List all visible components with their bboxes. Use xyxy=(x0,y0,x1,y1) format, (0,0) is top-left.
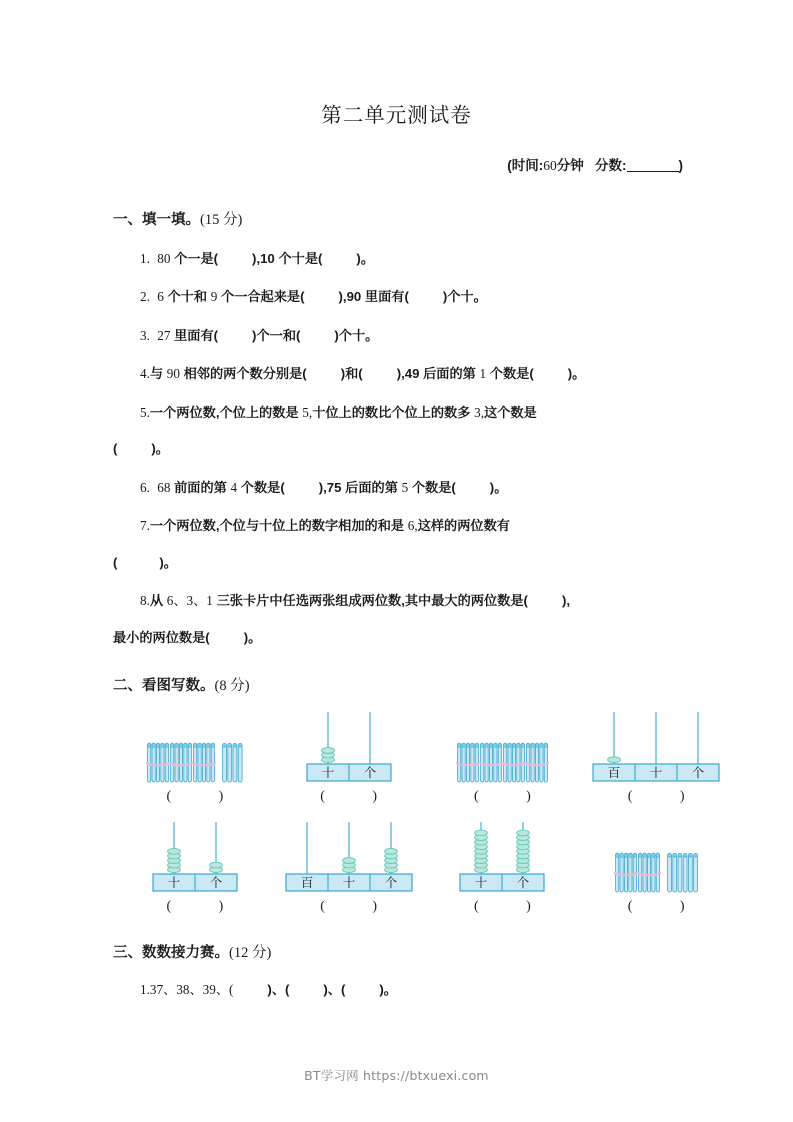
q1-1-a: 80 xyxy=(157,251,171,266)
q1-6-a: 68 xyxy=(157,479,171,495)
q1-6-g: 5 xyxy=(401,479,409,495)
q3-1-c: )、( xyxy=(323,981,346,997)
svg-text:百: 百 xyxy=(607,766,621,781)
figure-answer-blank[interactable]: ( ) xyxy=(627,898,707,914)
figure-answer-blank[interactable]: ( ) xyxy=(627,788,707,804)
q1-7-a: 一个两位数,个位与十位上的数字相加的和是 xyxy=(149,518,405,534)
abacus-figure xyxy=(304,709,394,786)
q1-2-number: 2. xyxy=(140,289,150,305)
q1-1-b: 个一是( xyxy=(174,251,219,266)
q1-7-b: 6, xyxy=(407,518,418,534)
figure-answer-blank[interactable]: ( ) xyxy=(473,898,553,914)
q1-6-i: )。 xyxy=(489,479,508,495)
q1-4-h: 个数是( xyxy=(489,366,534,382)
meta-time-unit: 分钟 xyxy=(556,158,584,173)
question-1-6 xyxy=(0,478,793,498)
q3-1-d: )。 xyxy=(379,981,397,997)
section-heading-3 xyxy=(0,941,793,962)
question-1-8-cont xyxy=(0,628,793,648)
q1-5-a: 一个两位数,个位上的数是 xyxy=(149,404,299,420)
figure-answer-blank[interactable]: ( ) xyxy=(473,788,553,804)
q1-1-number: 1. xyxy=(140,251,150,266)
question-1-5 xyxy=(0,403,793,423)
figure-answer-blank[interactable]: ( ) xyxy=(320,898,400,914)
meta-time-prefix: (时间: xyxy=(507,158,544,173)
q1-5-b: 5, xyxy=(302,404,313,420)
q1-3-number: 3. xyxy=(140,327,150,343)
section-2-title: 二、看图写数。 xyxy=(113,677,215,694)
q1-6-d: 个数是( xyxy=(240,479,285,495)
svg-text:个: 个 xyxy=(363,766,376,781)
question-1-8 xyxy=(0,591,793,611)
q1-4-d: )和( xyxy=(340,366,363,382)
sticks-bundle-figure xyxy=(455,740,550,786)
q1-3-d: )个十。 xyxy=(334,327,379,343)
section-1-title: 一、填一填。 xyxy=(113,212,200,228)
q3-1-a: 37、38、39、( xyxy=(149,981,234,997)
section-3-title: 三、数数接力赛。 xyxy=(113,944,229,961)
figure-answer-blank[interactable]: ( ) xyxy=(166,898,246,914)
svg-text:个: 个 xyxy=(517,876,530,891)
figure-row-2 xyxy=(0,819,793,915)
q1-2-e: ),90 xyxy=(338,289,362,305)
q1-6-e: ),75 xyxy=(318,479,342,495)
q1-7-number: 7. xyxy=(140,518,150,534)
question-1-1 xyxy=(0,249,793,269)
svg-text:百: 百 xyxy=(300,876,313,891)
svg-text:个: 个 xyxy=(209,876,223,891)
q1-4-e: ),49 xyxy=(396,366,420,382)
question-1-5-cont xyxy=(0,439,793,459)
figure-cell xyxy=(426,709,580,805)
svg-text:十: 十 xyxy=(167,876,181,891)
q1-2-f: 里面有( xyxy=(364,289,409,305)
abacus-figure xyxy=(457,819,547,896)
question-1-2 xyxy=(0,287,793,307)
q1-4-a: 与 xyxy=(149,366,164,382)
question-1-7 xyxy=(0,516,793,536)
figure-cell xyxy=(272,819,426,915)
question-1-4 xyxy=(0,364,793,384)
q1-5-number: 5. xyxy=(140,404,150,420)
q1-8-cont-open: 最小的两位数是( xyxy=(113,629,210,645)
abacus-figure xyxy=(150,819,240,896)
q1-8-cont-close: )。 xyxy=(243,629,262,645)
abacus-figure xyxy=(590,709,722,786)
figure-cell xyxy=(272,709,426,805)
q1-4-b: 90 xyxy=(166,366,180,382)
q1-3-c: )个一和( xyxy=(252,327,301,343)
q1-6-c: 4 xyxy=(230,479,238,495)
svg-text:十: 十 xyxy=(321,766,334,781)
q1-2-d: 个一合起来是( xyxy=(220,289,305,305)
q1-4-i: )。 xyxy=(567,366,586,382)
site-watermark xyxy=(0,1066,793,1084)
exam-meta xyxy=(0,154,793,174)
watermark-text: BT学习网 https://btxuexi.com xyxy=(304,1068,489,1083)
q1-2-b: 个十和 xyxy=(167,289,208,305)
figure-answer-blank[interactable]: ( ) xyxy=(166,788,246,804)
q1-1-d: 个十是( xyxy=(278,251,323,266)
page-title: 第二单元测试卷 xyxy=(321,105,472,127)
q1-5-d: 3, xyxy=(474,404,484,420)
q1-6-number: 6. xyxy=(140,479,150,495)
figure-row-1 xyxy=(0,709,793,805)
q1-3-b: 里面有( xyxy=(174,327,219,343)
meta-time-value: 60 xyxy=(543,158,557,173)
q1-5-cont-close: )。 xyxy=(151,441,169,457)
figure-cell xyxy=(579,819,733,915)
section-heading-2 xyxy=(0,674,793,695)
q3-1-b: )、( xyxy=(267,981,290,997)
sticks-bundle-figure xyxy=(613,850,699,896)
q1-4-f: 后面的第 xyxy=(423,366,476,382)
section-2-points: (8 分) xyxy=(214,677,250,694)
svg-text:个: 个 xyxy=(384,876,397,891)
figure-cell xyxy=(118,819,272,915)
q1-8-b: 6、3、1 xyxy=(166,593,213,609)
svg-text:十: 十 xyxy=(649,766,663,781)
q1-5-e: 这个数是 xyxy=(484,404,537,420)
figure-answer-blank[interactable]: ( ) xyxy=(320,788,400,804)
svg-text:十: 十 xyxy=(342,876,355,891)
q1-4-number: 4. xyxy=(140,366,150,382)
q1-2-a: 6 xyxy=(157,289,164,305)
q1-8-d: ), xyxy=(561,593,571,609)
q1-7-cont-close: )。 xyxy=(159,554,177,570)
meta-score-label: 分数: xyxy=(595,158,627,173)
section-1-points: (15 分) xyxy=(200,212,243,228)
q3-1-number: 1. xyxy=(140,981,150,997)
q1-6-h: 个数是( xyxy=(411,479,456,495)
q1-3-a: 27 xyxy=(157,327,171,343)
q1-7-cont-open: ( xyxy=(113,554,118,570)
sticks-bundle-figure xyxy=(145,740,244,786)
figure-cell xyxy=(426,819,580,915)
figure-cell xyxy=(579,709,733,805)
q1-2-c: 9 xyxy=(210,289,218,305)
q1-5-cont-open: ( xyxy=(113,441,118,457)
q1-7-c: 这样的两位数有 xyxy=(417,518,510,534)
question-3-1 xyxy=(0,980,793,1000)
section-3-points: (12 分) xyxy=(229,944,272,961)
question-1-3 xyxy=(0,326,793,346)
q1-1-c: ),10 xyxy=(252,251,275,266)
abacus-figure xyxy=(283,819,415,896)
svg-text:十: 十 xyxy=(475,876,488,891)
meta-suffix: ) xyxy=(678,158,683,173)
q1-8-a: 从 xyxy=(149,593,164,609)
question-1-7-cont xyxy=(0,553,793,573)
score-blank-field[interactable] xyxy=(627,171,679,172)
q1-1-e: )。 xyxy=(356,251,375,266)
q1-8-c: 三张卡片中任选两张组成两位数,其中最大的两位数是( xyxy=(216,593,528,609)
q1-4-c: 相邻的两个数分别是( xyxy=(183,366,307,382)
q1-6-f: 后面的第 xyxy=(345,479,398,495)
q1-8-number: 8. xyxy=(140,593,150,609)
figure-cell xyxy=(118,709,272,805)
svg-text:个: 个 xyxy=(691,766,705,781)
q1-6-b: 前面的第 xyxy=(174,479,227,495)
q1-4-g: 1 xyxy=(479,366,487,382)
q1-5-c: 十位上的数比个位上的数多 xyxy=(312,404,471,420)
q1-2-g: )个十。 xyxy=(442,289,487,305)
section-heading-1 xyxy=(0,208,793,229)
